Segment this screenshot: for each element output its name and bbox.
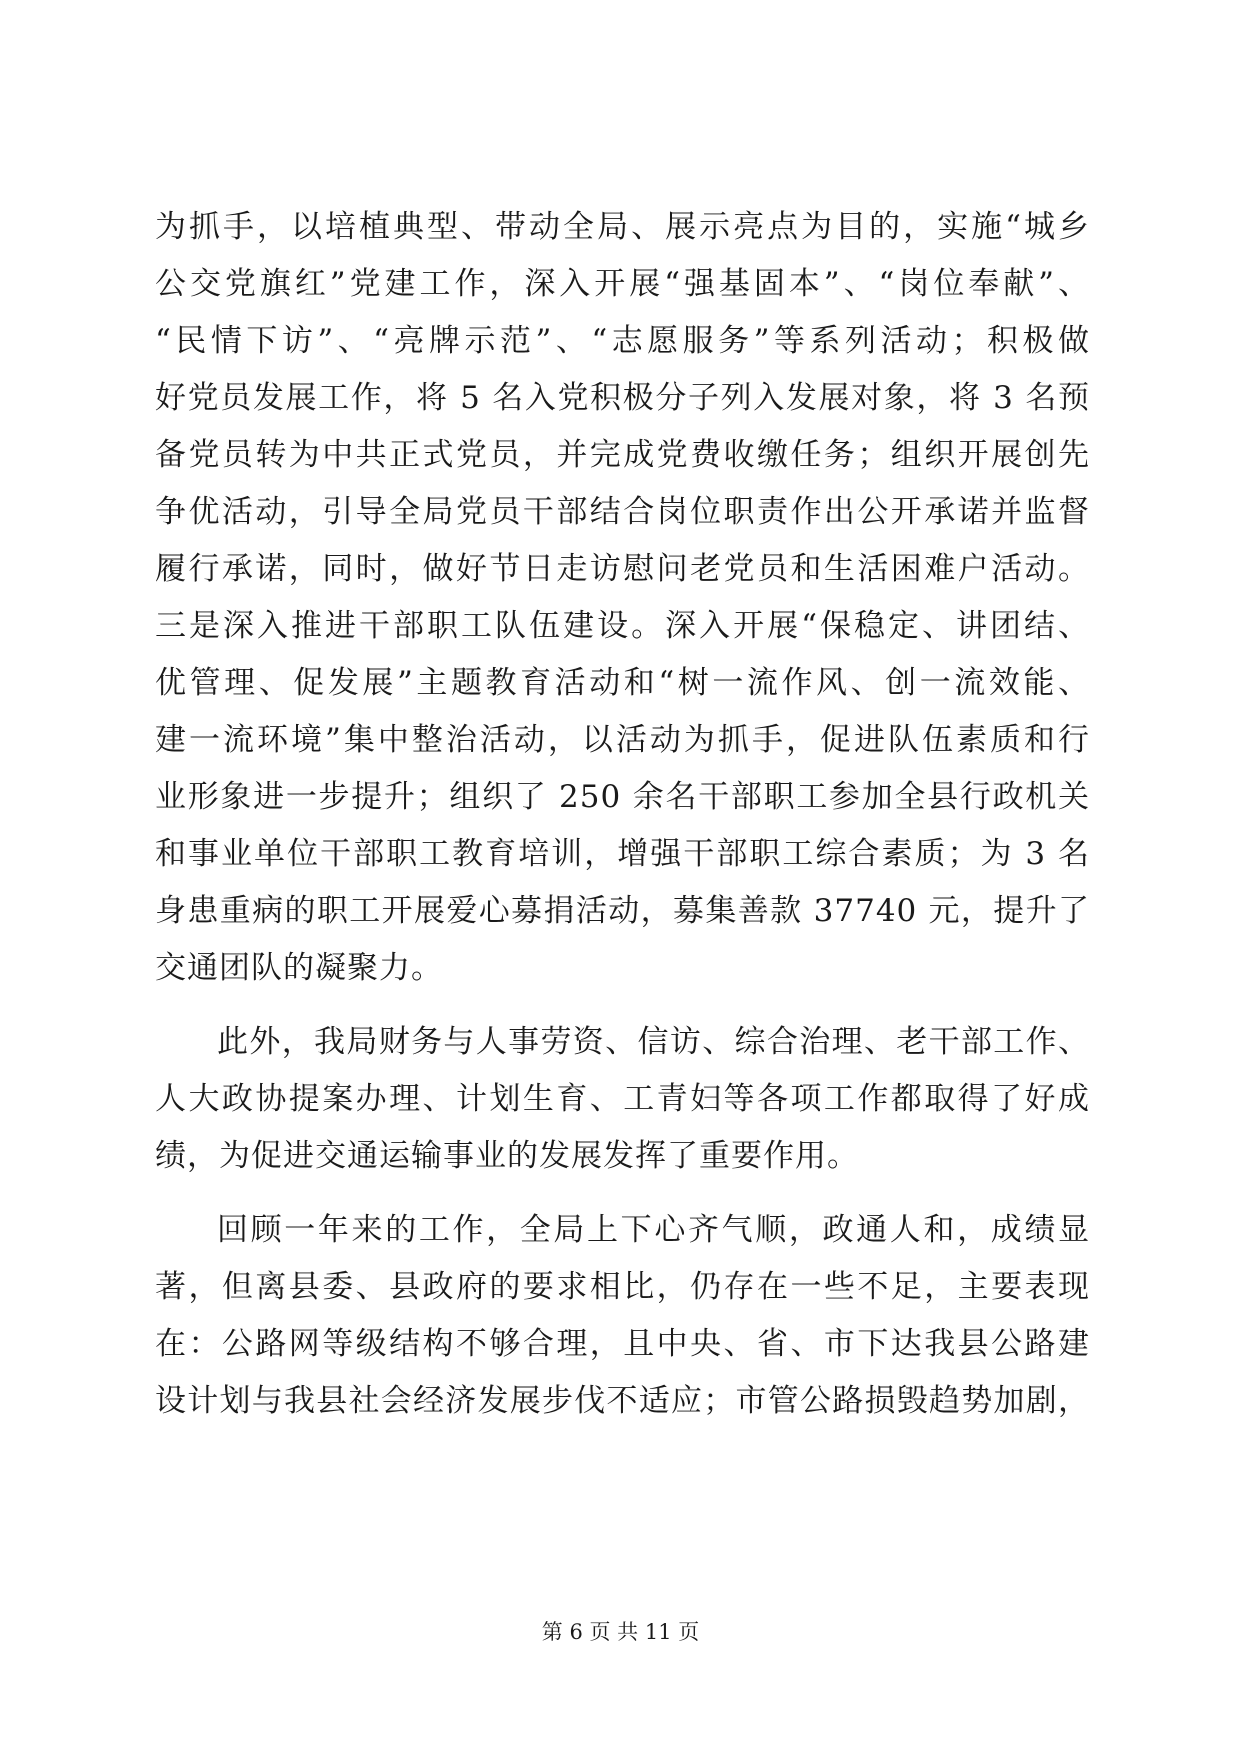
body-line: 身患重病的职工开展爱心募捐活动，募集善款 37740 元，提升了 [155,893,1090,929]
paragraph-first-line: 回顾一年来的工作，全局上下心齐气顺，政通人和，成绩显 [217,1212,1090,1248]
body-line: 和事业单位干部职工教育培训，增强干部职工综合素质；为 3 名 [155,836,1090,872]
body-line: 公交党旗红”党建工作，深入开展“强基固本”、“岗位奉献”、 [155,266,1090,302]
paragraph-first-line: 此外，我局财务与人事劳资、信访、综合治理、老干部工作、 [217,1024,1090,1060]
body-line: 绩，为促进交通运输事业的发展发挥了重要作用。 [155,1138,859,1174]
body-line: 好党员发展工作，将 5 名入党积极分子列入发展对象，将 3 名预 [155,380,1090,416]
body-line: 在：公路网等级结构不够合理，且中央、省、市下达我县公路建 [155,1326,1090,1362]
body-line: 三是深入推进干部职工队伍建设。深入开展“保稳定、讲团结、 [155,608,1090,644]
body-line: 履行承诺，同时，做好节日走访慰问老党员和生活困难户活动。 [155,551,1090,587]
body-line: 设计划与我县社会经济发展步伐不适应；市管公路损毁趋势加剧， [155,1383,1090,1419]
body-line: 人大政协提案办理、计划生育、工青妇等各项工作都取得了好成 [155,1081,1090,1117]
body-line: 争优活动，引导全局党员干部结合岗位职责作出公开承诺并监督 [155,494,1090,530]
page-number-footer: 第 6 页 共 11 页 [541,1620,700,1644]
body-line: “民情下访”、“亮牌示范”、“志愿服务”等系列活动；积极做 [155,323,1090,359]
body-line: 优管理、促发展”主题教育活动和“树一流作风、创一流效能、 [155,665,1090,701]
body-line: 著，但离县委、县政府的要求相比，仍存在一些不足，主要表现 [155,1269,1090,1305]
body-line: 备党员转为中共正式党员，并完成党费收缴任务；组织开展创先 [155,437,1090,473]
body-line: 为抓手，以培植典型、带动全局、展示亮点为目的，实施“城乡 [155,209,1090,245]
body-line: 建一流环境”集中整治活动，以活动为抓手，促进队伍素质和行 [155,722,1090,758]
body-line: 交通团队的凝聚力。 [155,950,443,986]
body-line: 业形象进一步提升；组织了 250 余名干部职工参加全县行政机关 [155,779,1090,815]
